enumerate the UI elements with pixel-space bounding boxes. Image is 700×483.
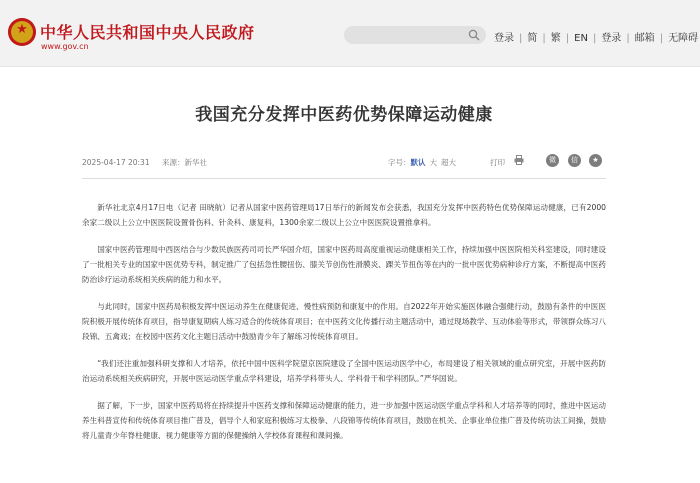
font-size-default[interactable]: 默认 xyxy=(410,158,426,167)
article-meta xyxy=(82,154,606,170)
qzone-icon[interactable]: ★ xyxy=(589,154,602,167)
weibo-icon[interactable]: 微 xyxy=(546,154,559,167)
nav-simplified-link[interactable]: 简 xyxy=(527,33,538,44)
article xyxy=(82,66,606,455)
article-paragraph-4: “我们还注重加强科研支撑和人才培养，依托中国中医科学院望京医院建设了全国中医运动医学中心，布局建设了相关领域的重点研究室，开展中医药防治运动系统相关疾病研究，开展中医运动医学重点学科建设，培养学科带头人、学科骨干和学科团队。”严华国说。 xyxy=(82,359,606,383)
top-nav-links: 登录 | 简 | 繁 | EN | 登录 | 邮箱 | 无障碍 xyxy=(494,33,699,44)
meta-divider xyxy=(82,178,606,179)
nav-mailbox-link[interactable]: 邮箱 xyxy=(634,33,655,44)
source-name: 新华社 xyxy=(184,158,207,167)
font-size-xlarge[interactable]: 超大 xyxy=(441,158,456,167)
print-label[interactable]: 打印 xyxy=(490,158,505,167)
source-label: 来源： xyxy=(161,158,185,167)
article-paragraph-3: 与此同时，国家中医药局积极发挥中医运动养生在健康促进、慢性病预防和康复中的作用。自2022年开始实施医体融合强健行动，鼓励有条件的中医医院积极开展传统体育项目，指导康复期病人练习适合的传统体育项目；在中医药文化传播行动主题活动中，通过现场教学、互动体验等形式，带领群众练习八段锦、五禽戏；在校园中医药文化主题日活动中鼓励青少年了解练习传统体育项目。 xyxy=(82,302,606,341)
search-icon[interactable] xyxy=(468,29,480,41)
article-body xyxy=(82,200,606,443)
nav-signin-link[interactable]: 登录 xyxy=(601,33,622,44)
article-title: 我国充分发挥中医药优势保障运动健康 xyxy=(195,105,493,125)
nav-traditional-link[interactable]: 繁 xyxy=(550,33,561,44)
article-paragraph-1: 新华社北京4月17日电（记者 田晓航）记者从国家中医药管理局17日举行的新闻发布会获悉，我国充分发挥中医药特色优势保障运动健康，已有2000余家二级以上公立中医医院设置骨伤科、针灸科、康复科，1300余家二级以上公立中医医院设置推拿科。 xyxy=(82,203,606,227)
nav-login-link[interactable]: 登录 xyxy=(494,33,514,44)
print-icon[interactable] xyxy=(514,155,524,165)
nav-accessibility-link[interactable]: 无障碍 xyxy=(668,33,699,44)
font-size-large[interactable]: 大 xyxy=(429,158,437,167)
site-header xyxy=(0,0,700,67)
site-url: www.gov.cn xyxy=(41,42,89,51)
national-emblem-icon[interactable]: ★ xyxy=(8,18,36,46)
publish-date: 2025-04-17 20:31 xyxy=(82,158,150,167)
wechat-icon[interactable]: 信 xyxy=(568,154,581,167)
font-size-label: 字号： xyxy=(388,158,411,167)
site-name[interactable]: 中华人民共和国中央人民政府 xyxy=(40,23,255,42)
font-size-selector xyxy=(388,157,456,168)
nav-english-link[interactable]: EN xyxy=(574,33,588,44)
search-input[interactable] xyxy=(344,26,486,44)
article-paragraph-5: 据了解，下一步，国家中医药局将在持续提升中医药支撑和保障运动健康的能力，进一步加强中医运动医学重点学科和人才培养等的同时，推进中医运动养生科普宣传和传统体育项目推广普及，倡导个人和家庭积极练习太极拳、八段锦等传统体育项目，鼓励在机关、企事业单位推广普及传统功法工间操，鼓励将儿童青少年脊柱健康、视力健康等方面的保健操纳入学校体育课程和课间操。 xyxy=(82,401,606,440)
article-paragraph-2: 国家中医药管理局中西医结合与少数民族医药司司长严华国介绍，国家中医药局高度重视运动健康相关工作，持续加强中医医院相关科室建设，同时建设了一批相关专业的国家中医优势专科，制定推广了包括急性腰扭伤、膝关节创伤性滑膜炎、踝关节扭伤等在内的一批中医优势病种诊疗方案，不断提高中医药防治诊疗运动系统相关疾病的能力和水平。 xyxy=(82,245,606,284)
